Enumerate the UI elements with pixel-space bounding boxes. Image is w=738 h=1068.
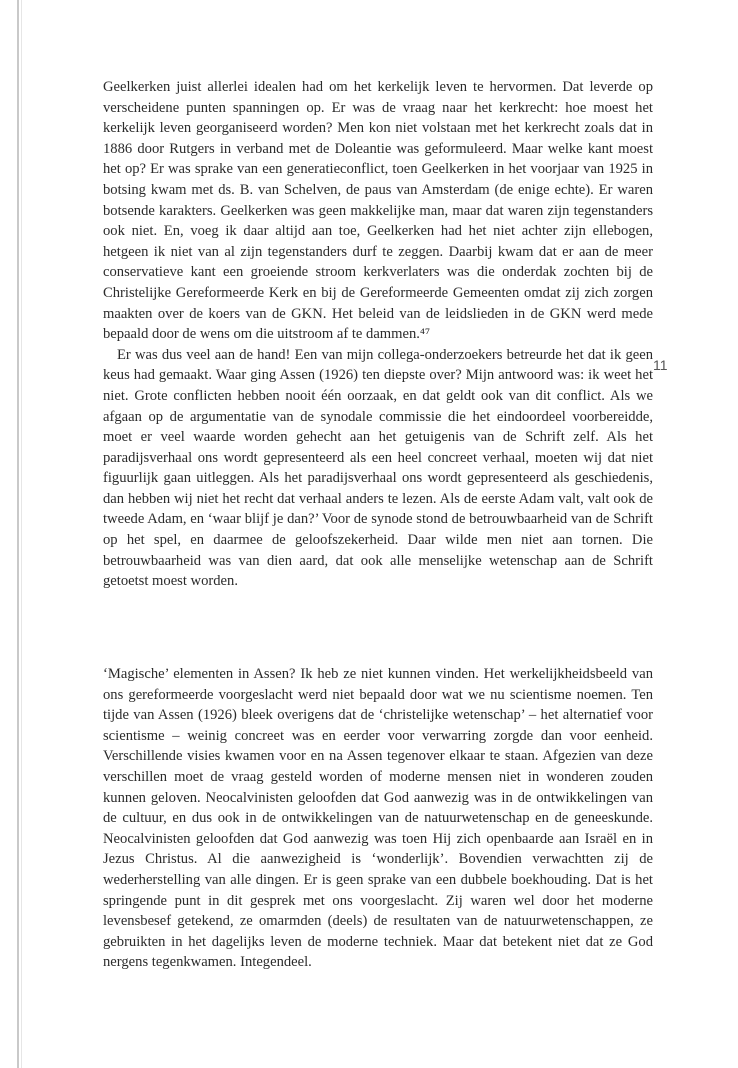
paragraph: Geelkerken juist allerlei idealen had om het kerkelijk leven te hervormen. Dat leverde op verscheidene punten spanningen op. Er was de vraag naar het kerkrecht: hoe moest het kerkelijk leven georganiseerd worden? Men kon niet volstaan met het kerkrecht zoals dat in 1886 door Rutgers in verband met de Doleantie was geformuleerd. Maar welke kant moest het op? Er was sprake van een generatieconflict, toen Geelkerken in het voorjaar van 1925 in botsing kwam met ds. B. van Schelven, de paus van Amsterdam (de enige echte). Er waren botsende karakters. Geelkerken was geen makkelijke man, maar dat waren zijn tegenstanders ook niet. En, voeg ik daar altijd aan toe, Geelkerken had het niet achter zijn ellebogen, hetgeen ik niet van al zijn tegenstanders durf te zeggen. Daarbij kwam dat er aan de meer conservatieve kant een groeiende stroom kerkverlaters was die onderdak zochten bij de Christelijke Gereformeerde Kerk en bij de Gereformeerde Gemeenten omdat zij zich zorgen maakten over de koers van de GKN. Het beleid van de leidslieden in de GKN werd mede bepaald door de wens om die uitstroom af te dammen.⁴⁷ xyxy=(103,79,653,343)
gutter-line-inner xyxy=(21,0,22,1068)
text-block-top xyxy=(103,77,653,592)
text-block-bottom xyxy=(103,664,653,973)
gutter-line xyxy=(17,0,19,1068)
page-number: 11 xyxy=(653,357,668,373)
paragraph: ‘Magische’ elementen in Assen? Ik heb ze niet kunnen vinden. Het werkelijkheidsbeeld van ons gereformeerde voorgeslacht werd niet bepaald door wat we nu scientisme noemen. Ten tijde van Assen (1926) bleek overigens dat de ‘christelijke wetenschap’ – het alternatief voor scientisme – weinig concreet was en eerder voor verwarring zorgde dan voor eenheid. Verschillende visies kwamen voor en na Assen tegenover elkaar te staan. Afgezien van deze verschillen moet de vraag gesteld worden of moderne mensen niet in wonderen zouden kunnen geloven. Neocalvinisten geloofden dat God aanwezig was in de ontwikkelingen van de cultuur, en dus ook in de ontwikkelingen van de natuurwetenschap en de geneeskunde. Neocalvinisten geloofden dat God aanwezig was toen Hij zich openbaarde aan Israël en in Jezus Christus. Al die aanwezigheid is ‘wonderlijk’. Bovendien verwachtten zij de wederherstelling van alle dingen. Er is geen sprake van een dubbele boekhouding. Dat is het springende punt in dit gesprek met ons voorgeslacht. Zij waren wel door het moderne levensbesef getekend, ze omarmden (deels) de resultaten van de natuurwetenschappen, ze gebruikten in het dagelijks leven de moderne techniek. Maar dat betekent niet dat ze God nergens tegenkwamen. Integendeel. xyxy=(103,666,653,971)
paragraph: Er was dus veel aan de hand! Een van mijn collega-onderzoekers betreurde het dat ik geen keus had gemaakt. Waar ging Assen (1926) ten diepste over? Mijn antwoord was: ik weet het niet. Grote conflicten hebben nooit één oorzaak, en dat geldt ook van dit conflict. Als we afgaan op de argumentatie van de synodale commissie die het eindoordeel voorbereidde, moet er veel waarde worden gehecht aan het getuigenis van de Schrift zelf. Als het paradijsverhaal ons wordt gepresenteerd als een heel concreet verhaal, moeten wij dat niet figuurlijk gaan uitleggen. Als het paradijsverhaal ons wordt gepresenteerd als geschiedenis, dan hebben wij niet het recht dat verhaal anders te lezen. Als de eerste Adam valt, valt ook de tweede Adam, en ‘waar blijf je dan?’ Voor de synode stond de betrouwbaarheid van de Schrift op het spel, en daarmee de geloofszekerheid. Daar wilde men niet aan tornen. Die betrouwbaarheid was van dien aard, dat ook alle menselijke wetenschap aan de Schrift getoetst moest worden. xyxy=(103,346,653,590)
